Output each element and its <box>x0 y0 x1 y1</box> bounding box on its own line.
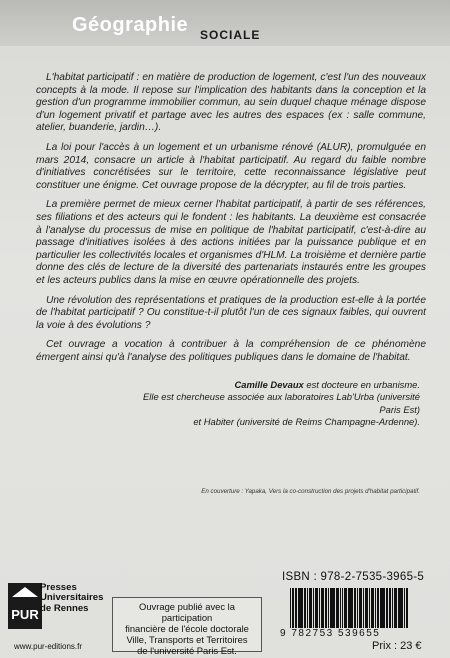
blurb-paragraph: L'habitat participatif : en matière de production de logement, c'est l'un des nouveaux concepts à la mode. Il repose sur l'implication des habitants dans la conception et la gestion d'un programme immobilier commun, au sein duquel chaque ménage dispose d'un logement privatif et partage avec les autres des espaces (ex : salle commune, atelier, buanderie, jardin…). <box>36 72 426 134</box>
barcode-bar <box>389 588 391 628</box>
isbn: ISBN : 978-2-7535-3965-5 <box>282 571 425 583</box>
price: Prix : 23 € <box>372 640 422 652</box>
notice-line: Ville, Transports et Territoires <box>126 634 248 645</box>
barcode-bar <box>319 588 320 628</box>
barcode-bar <box>369 588 370 628</box>
barcode-bar <box>345 588 347 628</box>
blurb-paragraph: La loi pour l'accès à un logement et un urbanisme rénové (ALUR), promulguée en mars 2014, consacre un article à l'habitat participatif. Au regard du faible nombre d'initiatives concrétisées sur le territoire, cette reconnaissance législative peut constituer une énigme. Cet ouvrage propose de la décrypter, au fil de trois parties. <box>36 141 426 191</box>
barcode-bar <box>290 588 291 628</box>
blurb-paragraph: La première permet de mieux cerner l'habitat participatif, à partir de ses références, ses filiations et des acteurs qui le fondent : les habitants. La deuxième est consacrée à l'analyse du processus de mise en politique de l'habitat participatif, c'est-à-dire au passage d'initiatives isolées à des actions initiées par la puissance publique et en particulier les collectivités locales et organismes d'HLM. La troisième et dernière partie donne des clés de lecture de la diversité des partenariats instaurés entre les groupes et les acteurs publics dans la mise en œuvre opérationnelle des projets. <box>36 199 426 286</box>
barcode-bar <box>348 588 351 628</box>
author-bio <box>130 379 420 429</box>
barcode-bar <box>398 588 401 628</box>
author-line-3: et Habiter (université de Reims Champagne-Ardenne). <box>193 416 420 428</box>
barcode-bar <box>331 588 334 628</box>
publisher-logo <box>8 583 42 629</box>
barcode-bar <box>304 588 306 628</box>
publisher-name-line: Presses <box>40 582 77 593</box>
barcode-bar <box>404 588 405 628</box>
notice-line: Ouvrage publié avec la participation <box>139 601 235 623</box>
publisher-website: www.pur-editions.fr <box>14 642 83 651</box>
author-line-2: Elle est chercheuse associée aux laboratoires Lab'Urba (université Paris Est) <box>143 391 420 415</box>
barcode-bar <box>296 588 297 628</box>
barcode-bar <box>298 588 301 628</box>
publisher-name-line: Universitaires <box>40 592 104 604</box>
notice-line: de l'université Paris Est. <box>137 645 237 656</box>
series-subtitle: SOCIALE <box>200 28 261 42</box>
barcode-bar <box>354 588 356 628</box>
barcode-bar <box>375 588 376 628</box>
cover-credit: En couverture : Yapaka, Vers la co-construction des projets d'habitat participatif. <box>201 488 420 495</box>
barcode-bar <box>360 588 362 628</box>
barcode-bar <box>395 588 397 628</box>
logo-text: PUR <box>11 607 39 622</box>
barcode-bar <box>406 588 408 628</box>
blurb <box>36 72 426 364</box>
funding-notice <box>112 597 262 656</box>
publisher-name <box>40 583 103 614</box>
pur-logo-icon <box>8 583 42 629</box>
barcode-bar <box>340 588 341 628</box>
author-line-1 <box>130 379 420 391</box>
barcode <box>290 588 420 628</box>
blurb-paragraph: Cet ouvrage a vocation à contribuer à la compréhension de ce phénomène émergent ainsi qu'à l'analyse des politiques publiques dans le domaine de l'habitat. <box>36 339 426 363</box>
barcode-bar <box>310 588 312 628</box>
barcode-bar <box>315 588 318 628</box>
author-title: est docteure en urbanisme. <box>303 379 420 390</box>
notice-line: financière de l'école doctorale <box>125 623 249 634</box>
barcode-bar <box>365 588 368 628</box>
barcode-digits: 9 782753 539655 <box>280 628 381 639</box>
barcode-bar <box>325 588 327 628</box>
publisher-name-line: de Rennes <box>40 602 89 614</box>
blurb-paragraph: Une révolution des représentations et pratiques de la production est-elle à la portée de l'habitat participatif ? Ou constitue-t-il plutôt l'un de ces signaux faibles, qui ouvrent la voie à des évolutions ? <box>36 294 426 331</box>
barcode-bar <box>381 588 384 628</box>
author-name: Camille Devaux <box>234 379 304 390</box>
series-title: Géographie <box>72 14 189 36</box>
